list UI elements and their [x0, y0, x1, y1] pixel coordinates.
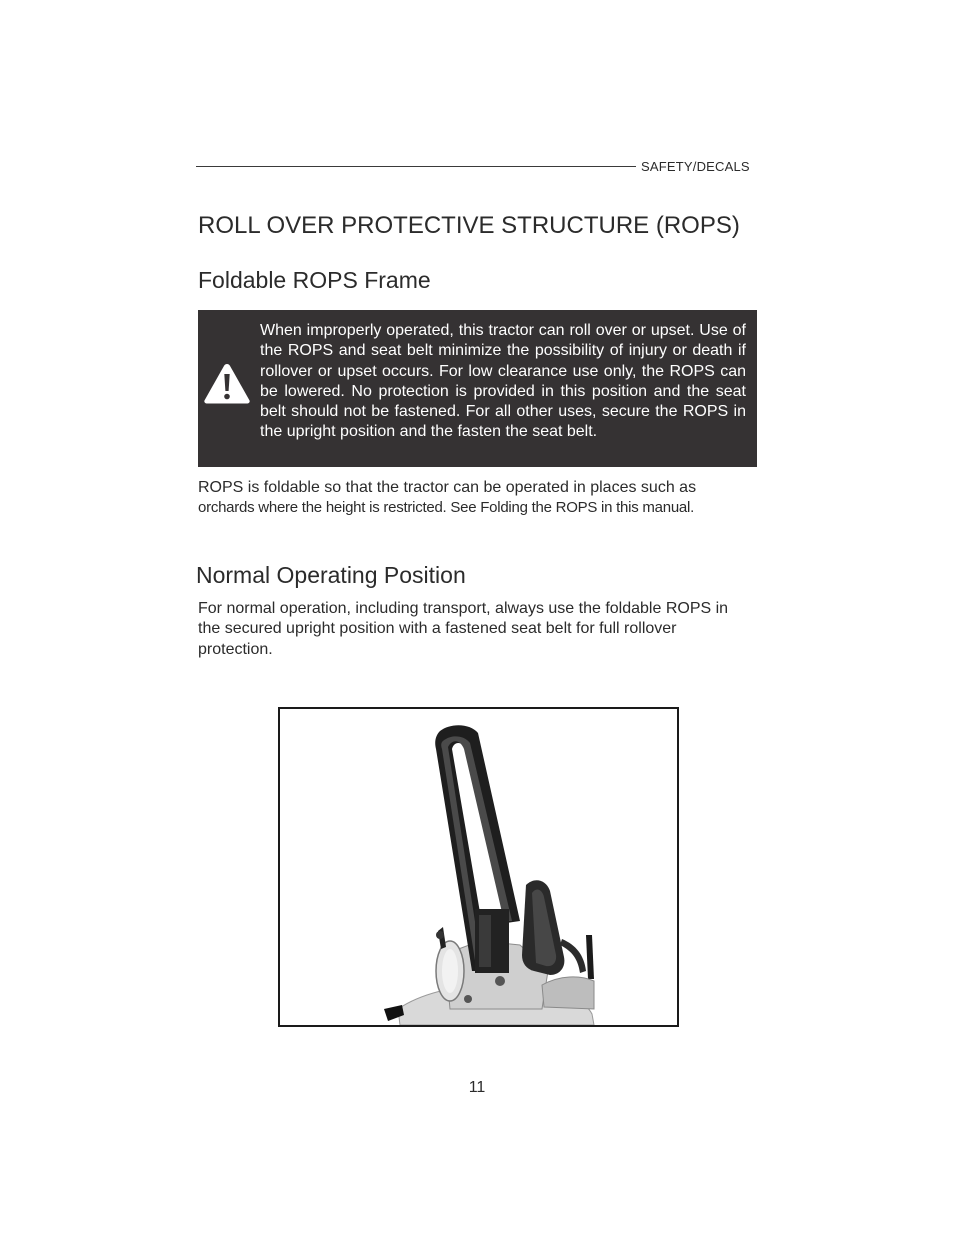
foldable-rops-heading: Foldable ROPS Frame [198, 267, 431, 293]
foldable-paragraph-line-1: ROPS is foldable so that the tractor can be operated in places such as [198, 479, 697, 496]
rops-photo-frame [278, 707, 679, 1027]
normal-paragraph: For normal operation, including transport, always use the foldable ROPS in the secured upright position with a fastened seat belt for full rollover protection. [198, 600, 729, 658]
section-label: SAFETY/DECALS [641, 159, 750, 174]
warning-triangle-icon [203, 362, 251, 406]
foldable-paragraph-line-2: orchards where the height is restricted. See Folding the ROPS in this manual. [198, 499, 695, 517]
warning-text: When improperly operated, this tractor can roll over or upset. Use of the ROPS and seat belt minimize the possibility of injury or death if rollover or upset occurs. For low clearance use only, the ROPS can be lowered. No protection is provided in this position and the seat belt should not be fastened. For all other uses, secure the ROPS in the upright position and the fasten the seat belt. [260, 322, 746, 441]
page-title: ROLL OVER PROTECTIVE STRUCTURE (ROPS) [198, 212, 740, 239]
header-rule [196, 166, 636, 167]
warning-box [198, 310, 757, 467]
page-number: 11 [468, 1079, 486, 1096]
rops-upright-illustration [280, 709, 677, 1025]
foldable-paragraph [198, 478, 754, 519]
normal-operating-heading: Normal Operating Position [196, 562, 466, 588]
